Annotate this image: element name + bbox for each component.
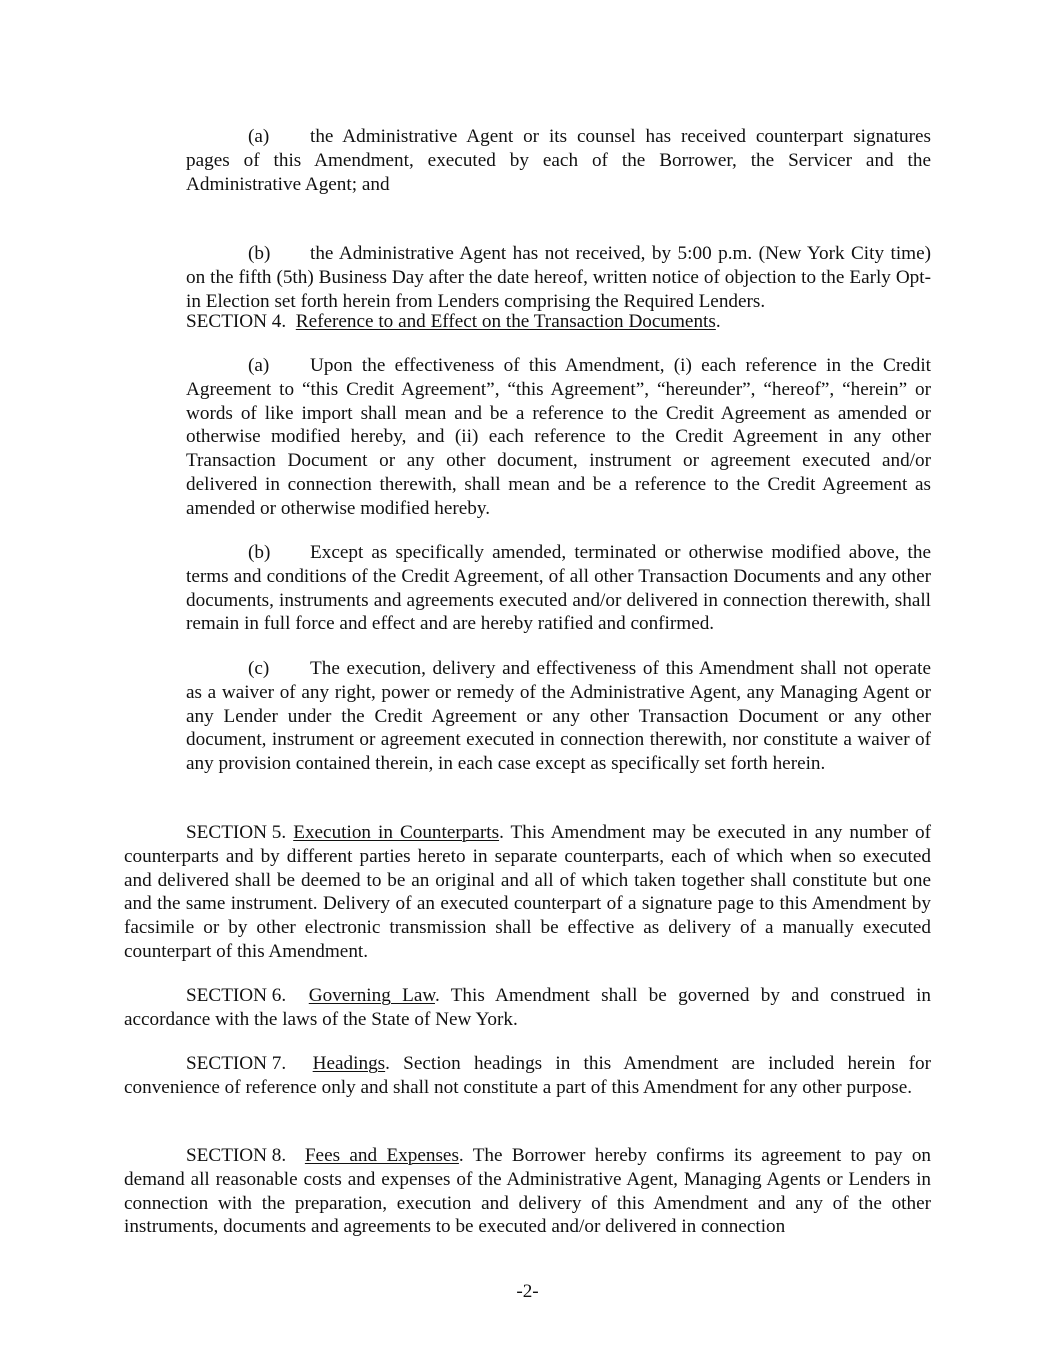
section-title: Fees and Expenses <box>304 1145 459 1166</box>
section-6 <box>124 984 931 1032</box>
paragraph-4b <box>186 541 931 636</box>
section-text: . Section headings in this Amendment are included herein for convenience of reference only and shall not constitute a part of this Amendment for any other purpose. <box>124 1053 931 1098</box>
section-7 <box>124 1052 931 1100</box>
paragraph-3a <box>186 125 931 196</box>
section-title: Execution in Counterparts <box>293 822 500 843</box>
clause-label: (c) <box>248 658 270 679</box>
clause-text: the Administrative Agent or its counsel has received counterpart signatures pages of this Amendment, executed by each of the Borrower, the Servicer and the Administrative Agent; and <box>186 126 931 195</box>
section-text: . This Amendment may be executed in any number of counterparts and by different parties hereto in separate counterparts, each of which when so executed and delivered shall be deemed to be an original and all of which taken together shall constitute but one and the same instrument. Delivery of an executed counterpart of a signature page to this Amendment by facsimile or by other electronic transmission shall be effective as delivery of a manually executed counterpart of this Amendment. <box>124 822 931 962</box>
section-8 <box>124 1144 931 1239</box>
section-5 <box>124 821 931 964</box>
paragraph-3b <box>186 242 931 313</box>
clause-label: (b) <box>248 243 271 264</box>
clause-label: (a) <box>248 126 270 147</box>
section-title: Reference to and Effect on the Transaction Documents <box>295 311 716 332</box>
clause-label: (b) <box>248 542 271 563</box>
clause-text: Upon the effectiveness of this Amendment, (i) each reference in the Credit Agreement to “this Credit Agreement”, “this Agreement”, “hereunder”, “hereof”, “herein” or words of like import shall mean and be a reference to the Credit Agreement as amended or otherwise modified hereby, and (ii) each reference to the Credit Agreement in any other Transaction Document or any other document, instrument or agreement executed and/or delivered in connection therewith, shall mean and be a reference to the Credit Agreement as amended or otherwise modified hereby. <box>186 355 931 519</box>
section-title: Governing Law <box>308 985 435 1006</box>
section-number: SECTION 5. <box>186 822 287 843</box>
section-number: SECTION 7. <box>186 1053 287 1074</box>
clause-text: Except as specifically amended, terminated or otherwise modified above, the terms and conditions of the Credit Agreement, of all other Transaction Documents and any other documents, instruments and agreements executed and/or delivered in connection therewith, shall remain in full force and effect and are hereby ratified and confirmed. <box>186 542 931 635</box>
section-number: SECTION 4. <box>186 311 287 332</box>
section-title: Headings <box>312 1053 386 1074</box>
section-text: . This Amendment shall be governed by and construed in accordance with the laws of the State of New York. <box>124 985 931 1030</box>
section-number: SECTION 6. <box>186 985 287 1006</box>
page-number: -2- <box>516 1281 539 1302</box>
clause-text: the Administrative Agent has not received, by 5:00 p.m. (New York City time) on the fifth (5th) Business Day after the date hereof, written notice of objection to the Early Opt-in Election set forth herein from Lenders comprising the Required Lenders. <box>186 243 931 312</box>
section-number: SECTION 8. <box>186 1145 287 1166</box>
paragraph-4c <box>186 657 931 776</box>
section-text: . The Borrower hereby confirms its agreement to pay on demand all reasonable costs and expenses of the Administrative Agent, Managing Agents or Lenders in connection with the preparation, execution and delivery of this Amendment and any of the other instruments, documents and agreements to be executed and/or delivered in connection <box>124 1145 932 1238</box>
section-4-heading: SECTION 4. Reference to and Effect on the Transaction Documents. <box>186 311 721 332</box>
paragraph-4a <box>186 354 931 520</box>
clause-label: (a) <box>248 355 270 376</box>
clause-text: The execution, delivery and effectiveness of this Amendment shall not operate as a waiver of any right, power or remedy of the Administrative Agent, any Managing Agent or any Lender under the Credit Agreement or any other Transaction Document or any other document, instrument or agreement executed in connection therewith, nor constitute a waiver of any provision contained therein, in each case except as specifically set forth herein. <box>186 658 931 774</box>
